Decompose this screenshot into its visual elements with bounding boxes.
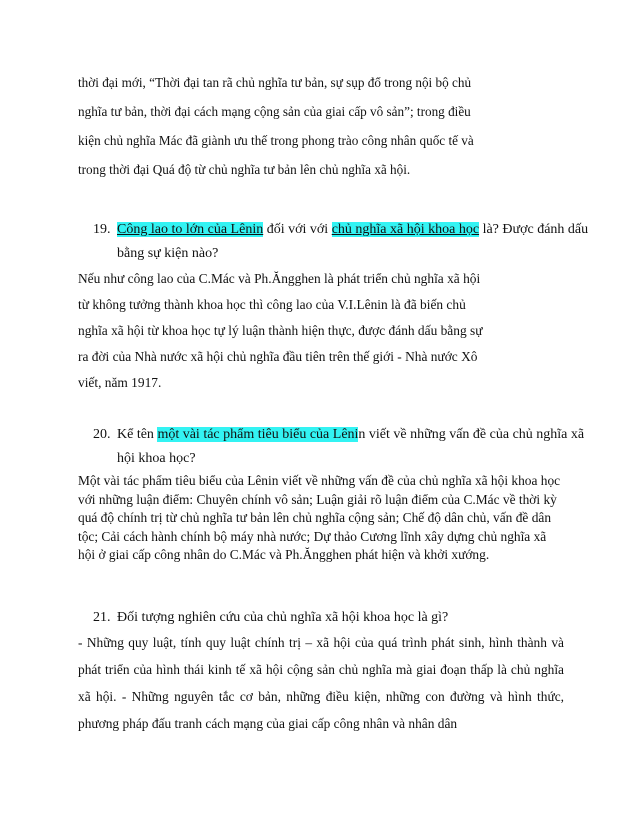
answer-line: từ không tưởng thành khoa học thì công lao của V.I.Lênin là đã biến chủ [78,297,466,312]
highlighted-link-scientific-socialism[interactable]: chủ nghĩa xã hội khoa học [331,222,480,237]
answer-21: - Những quy luật, tính quy luật chính trị – xã hội của quá trình phát sinh, hình thành và phát triển của hình thái kinh tế xã hội cộng sản chủ nghĩa mà giai đoạn thấp là chủ nghĩa xã hội. - Những nguyên tắc cơ bản, những điều kiện, những con đường và hình thức, phương pháp đấu tranh cách mạng của giai cấp công nhân và nhân dân [78,635,564,731]
paragraph-line: nghĩa tư bản, thời đại cách mạng cộng sản của giai cấp vô sản”; trong điều [78,104,471,119]
paragraph-line: thời đại mới, “Thời đại tan rã chủ nghĩa tư bản, sự sụp đổ trong nội bộ chủ [78,75,472,90]
highlighted-link-lenin-contribution[interactable]: Công lao to lớn của Lênin [117,222,264,237]
question-text: đối với với [263,222,332,237]
highlighted-text-lenin-works: một vài tác phẩm tiêu biểu của Lêni [157,427,359,442]
paragraph-line: trong thời đại Quá độ từ chủ nghĩa tư bản lên chủ nghĩa xã hội. [78,162,411,177]
question-number: 19. [93,222,111,237]
question-text: Kể tên [117,427,158,442]
question-number: 20. [93,427,111,442]
paragraph-era-continuation [78,68,548,184]
question-19 [93,218,597,266]
answer-line: viết, năm 1917. [78,375,162,390]
answer-19 [78,266,548,396]
paragraph-line: kiện chủ nghĩa Mác đã giành ưu thế trong phong trào công nhân quốc tế và [78,133,474,148]
answer-20: Một vài tác phẩm tiêu biểu của Lênin viết về những vấn đề của chủ nghĩa xã hội khoa học với những luận điểm: Chuyên chính vô sản; Luận giải rõ luận điểm của C.Mác về thời kỳ quá độ chính trị từ chủ nghĩa tư bản lên chủ nghĩa cộng sản; Chế độ dân chủ, vấn đề dân tộc; Cải cách hành chính bộ máy nhà nước; Dự thảo Cương lĩnh xây dựng chủ nghĩa xã hội ở giai cấp công nhân do C.Mác và Ph.Ăngghen phát hiện và khởi xướng. [78,473,561,563]
question-20 [93,423,597,471]
question-text: n viết về những vấn đề của chủ nghĩa xã hội khoa học? [117,427,585,466]
question-number: 21. [93,610,111,625]
answer-line: ra đời của Nhà nước xã hội chủ nghĩa đầu tiên trên thế giới - Nhà nước Xô [78,349,478,364]
question-text: là? Được đánh dấu bằng sự kiện nào? [117,222,589,261]
answer-line: nghĩa xã hội từ khoa học tự lý luận thành hiện thực, được đánh dấu bằng sự [78,323,483,338]
question-text: Đối tượng nghiên cứu của chủ nghĩa xã hội khoa học là gì? [117,610,449,625]
question-21 [93,606,573,630]
answer-line: Nếu như công lao của C.Mác và Ph.Ăngghen là phát triển chủ nghĩa xã hội [78,271,481,286]
